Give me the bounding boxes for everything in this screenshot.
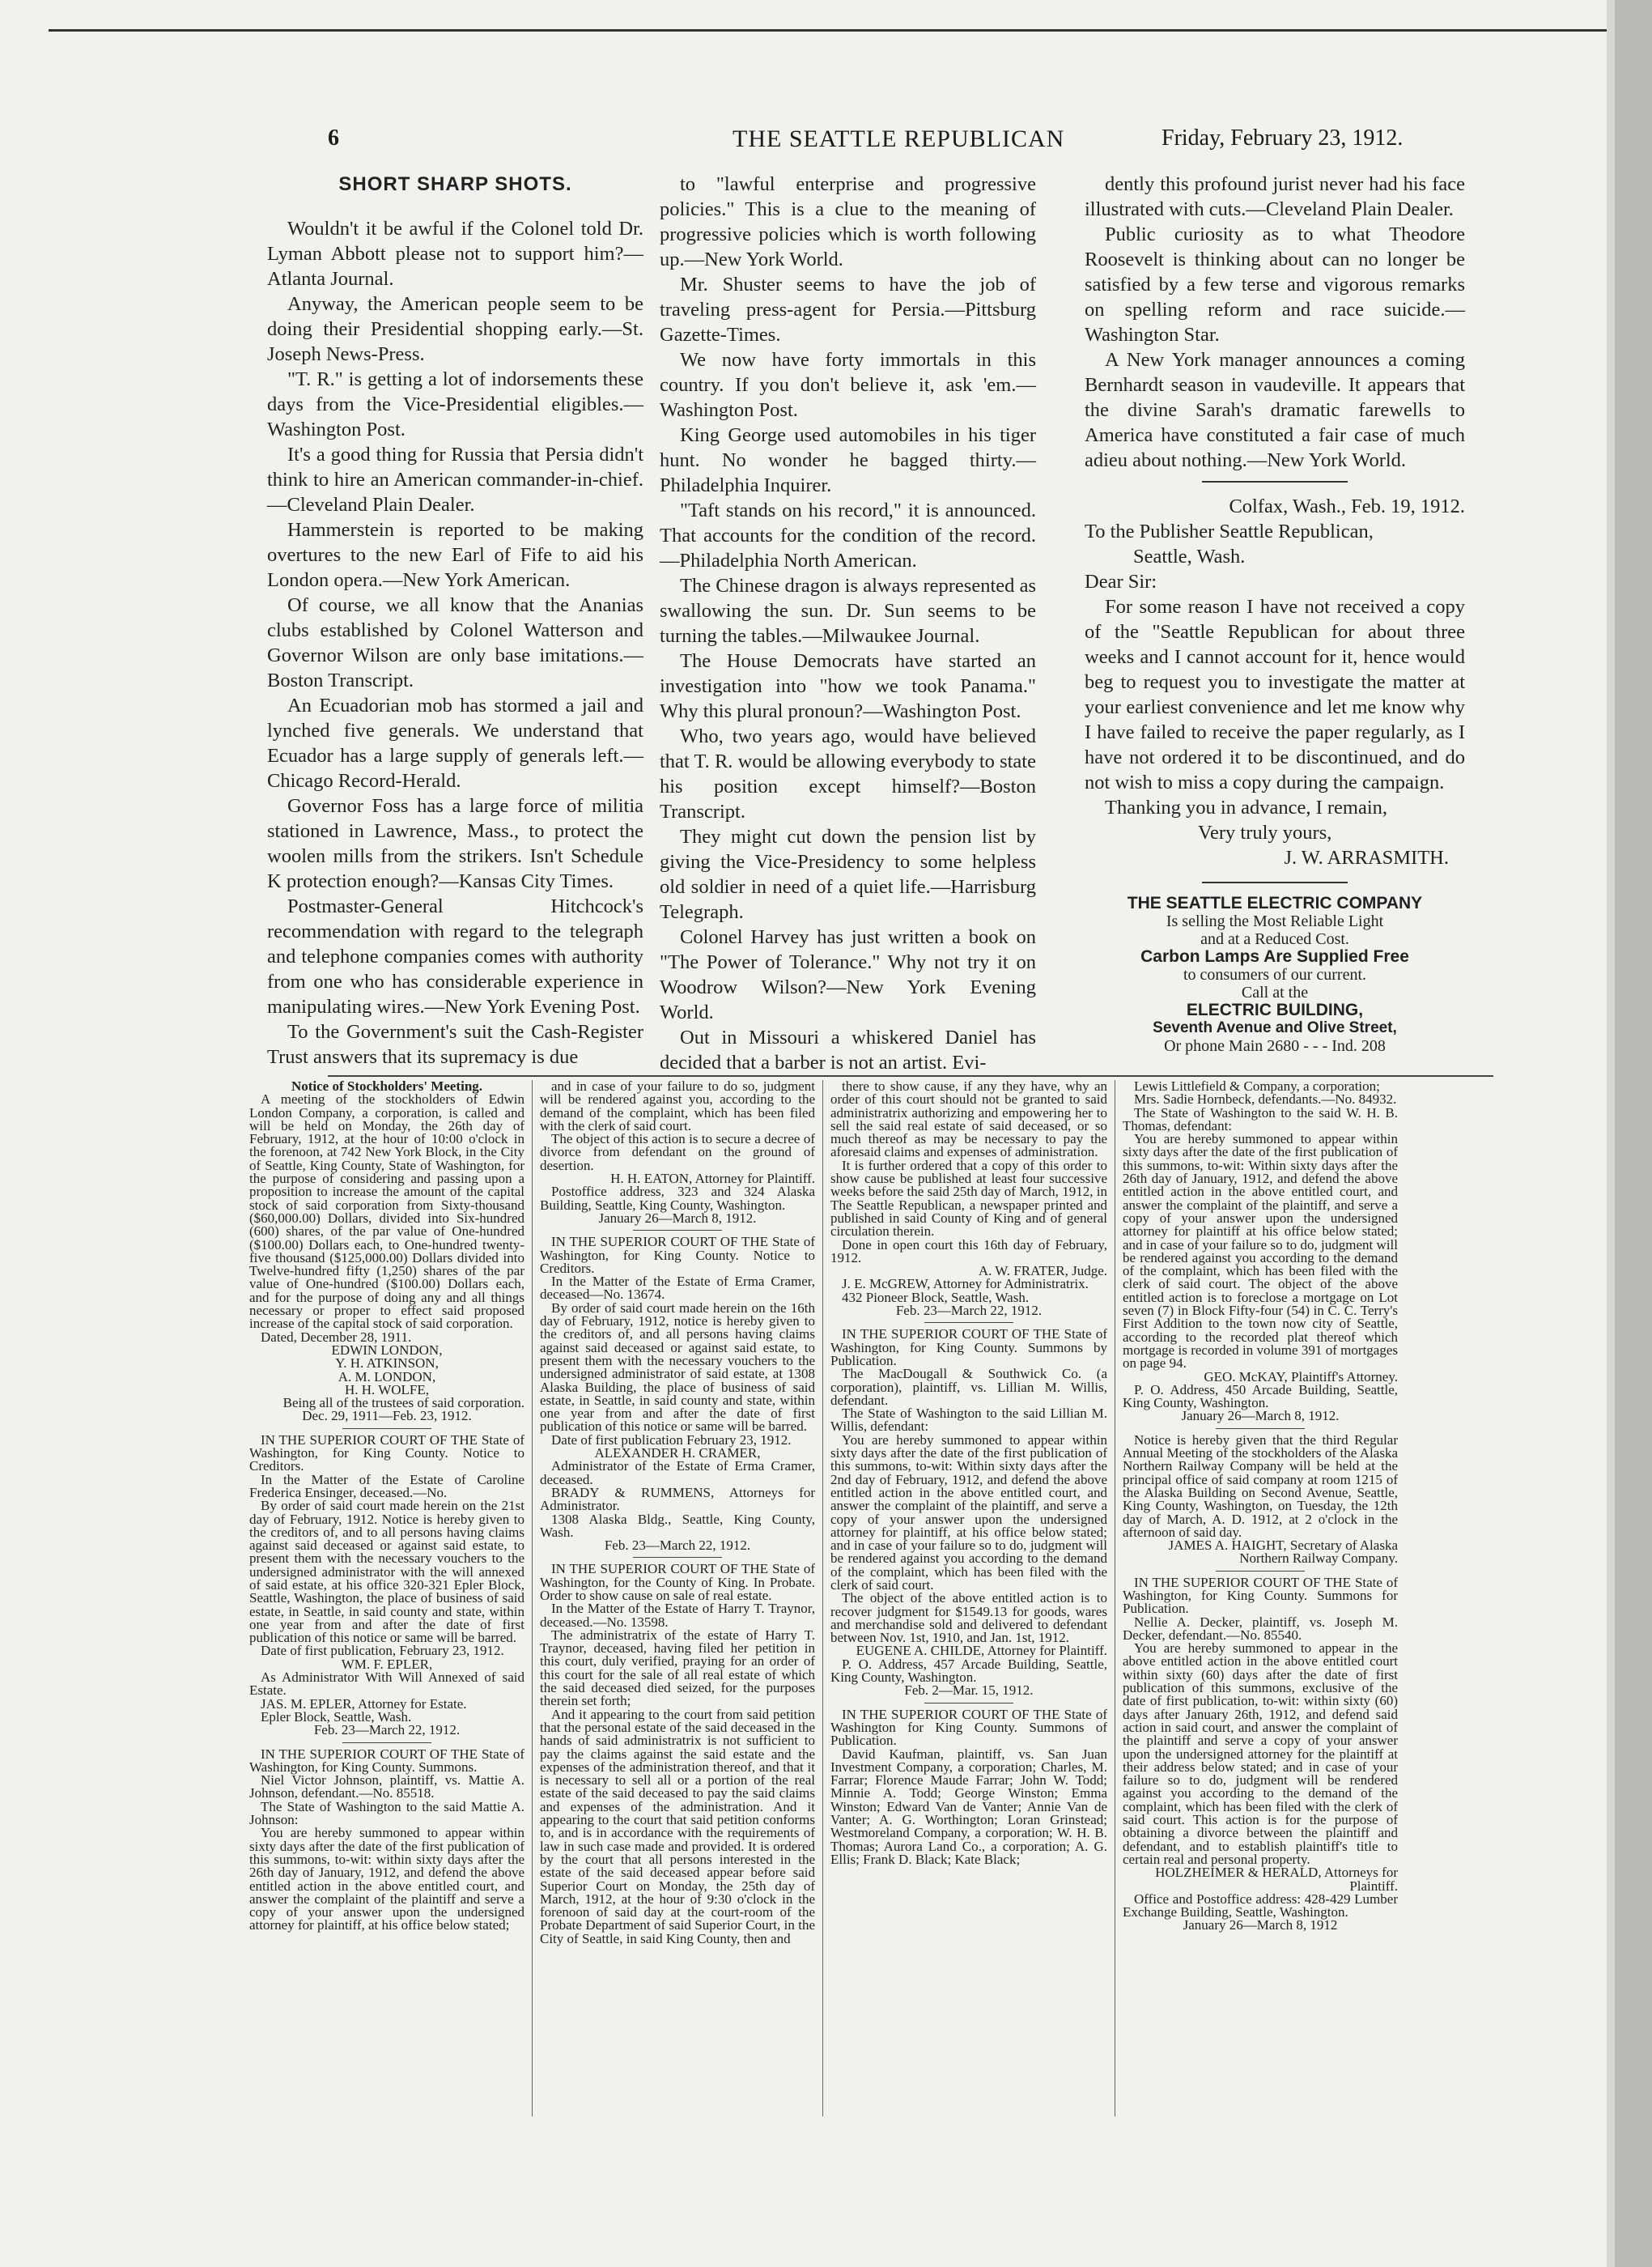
notice-text: The MacDougall & Southwick Co. (a corporation), plaintiff, vs. Lillian M. Willis, defendant. <box>830 1366 1107 1408</box>
notice-text: Date of first publication February 23, 1912. <box>551 1431 792 1448</box>
divider <box>1202 481 1348 483</box>
notice-text: WM. F. EPLER, <box>341 1656 433 1672</box>
column-1-paragraphs <box>267 216 643 1070</box>
notice-text: EDWIN LONDON, <box>331 1342 443 1358</box>
notice-heading: Notice of Stockholders' Meeting. <box>291 1080 483 1094</box>
notice-text: Feb. 23—March 22, 1912. <box>895 1303 1043 1319</box>
newspaper-title: THE SEATTLE REPUBLICAN <box>733 125 1065 152</box>
page-header <box>328 125 1510 158</box>
notice-text: IN THE SUPERIOR COURT OF THE State of Washington for King County. Summons of Publication. <box>830 1706 1107 1749</box>
notice-text: IN THE SUPERIOR COURT OF THE State of Washington, for King County. Notice to Creditors. <box>540 1234 815 1276</box>
divider <box>1202 882 1348 883</box>
notice-text: IN THE SUPERIOR COURT OF THE State of Washington, for King County. Notice to Creditors. <box>249 1431 524 1474</box>
notice-text: Dec. 29, 1911—Feb. 23, 1912. <box>302 1408 472 1424</box>
article-paragraph: Governor Foss has a large force of militia stationed in Lawrence, Mass., to protect the woolen mills from the strikers. Isn't Schedule K protection enough?—Kansas City Times. <box>267 795 643 892</box>
notice-text: Mrs. Sadie Hornbeck, defendants.—No. 84932. <box>1134 1091 1397 1108</box>
letter-body: For some reason I have not received a copy of the "Seattle Republican for about three weeks and I cannot account for it, hence would beg to request you to investigate the matter at your earliest convenience and let me know why I have failed to receive the paper regularly, as I have not ordered it to be discontinued, and do not wish to miss a copy during the campaign. <box>1085 596 1465 793</box>
article-paragraph: We now have forty immortals in this country. If you don't believe it, ask 'em.—Washington Post. <box>660 349 1036 421</box>
notice-text: By order of said court made herein on the 21st day of February, 1912. Notice is hereby given to the creditors of, and to all persons having claims against said deceased or against said estate, to present them with the necessary vouchers to the undersigned administrator with the will annexed of said estate, at his office 320-321 Epler Block, Seattle, Washington, the place of business of said estate, in Seattle, in said county and state, within one year from and after the date of first publication of this notice or same will be barred. <box>249 1498 524 1646</box>
ad-phone: Or phone Main 2680 - - - Ind. 208 <box>1164 1037 1386 1055</box>
letter-salutation: Dear Sir: <box>1085 571 1157 593</box>
article-paragraph: Of course, we all know that the Ananias clubs established by Colonel Watterson and Governor Wilson are only base imitations.—Boston Transcript. <box>267 594 643 691</box>
notice-divider <box>1216 1571 1305 1572</box>
issue-date: Friday, February 23, 1912. <box>1161 125 1404 151</box>
notice-text: JAMES A. HAIGHT, Secretary of Alaska Northern Railway Company. <box>1168 1538 1398 1567</box>
column-3 <box>1085 172 1465 1055</box>
letter-closing-2: Very truly yours, <box>1198 822 1332 844</box>
article-paragraph: Colonel Harvey has just written a book on "The Power of Tolerance." Why not try it on Woodrow Wilson?—New York Evening World. <box>660 926 1036 1023</box>
notice-text: Done in open court this 16th day of February, 1912. <box>830 1236 1107 1265</box>
electric-company-ad <box>1085 895 1465 1055</box>
notice-text: January 26—March 8, 1912. <box>598 1210 757 1226</box>
article-paragraph: The Chinese dragon is always represented as swallowing the sun. Dr. Sun seems to be turning the tables.—Milwaukee Journal. <box>660 575 1036 647</box>
column-heading: SHORT SHARP SHOTS. <box>338 173 572 195</box>
notice-divider <box>633 1557 722 1558</box>
top-border-rule <box>49 29 1607 32</box>
article-paragraph: dently this profound jurist never had his face illustrated with cuts.—Cleveland Plain Dealer. <box>1085 173 1465 220</box>
notice-text: there to show cause, if any they have, why an order of this court should not be granted to said administratrix authorizing and empowering her to sell the said real estate of said deceased, or so much thereof as may be necessary to pay the aforesaid claims and expenses of administration. <box>830 1080 1107 1160</box>
notice-text: You are hereby summoned to appear within sixty days after the date of the first publication of this summons, to-wit: Within sixty days after the 26th day of January, 1912, and defend the above entitled action in the above entitled court, and answer the complaint of the plaintiff, and serve a copy of your answer upon the undersigned attorney for plaintiff at his office below stated; and in case of your failure so to do, judgment will be rendered against you according to the demand of the complaint, which has been filed with the clerk of said court. The object of the above entitled action is to foreclose a mortgage on Lot seven (7) in Block Fifty-four (54) in C. C. Terry's First Addition to the town now city of Seattle, according to the recorded plat thereof which mortgage is recorded in volume 391 of mortgages on page 94. <box>1123 1131 1398 1372</box>
section-divider <box>328 1075 1493 1077</box>
notice-text: January 26—March 8, 1912. <box>1181 1408 1340 1424</box>
notice-text: A. W. FRATER, Judge. <box>978 1263 1107 1279</box>
notice-divider <box>1216 1428 1305 1429</box>
article-paragraph: To the Government's suit the Cash-Register Trust answers that its supremacy is due <box>267 1021 643 1068</box>
notice-text: GEO. McKAY, Plaintiff's Attorney. <box>1204 1368 1398 1384</box>
column-rule <box>822 1080 823 2116</box>
article-paragraph: They might cut down the pension list by giving the Vice-Presidency to some helpless old soldier in need of a quiet life.—Harrisburg Telegraph. <box>660 826 1036 923</box>
ad-line: Carbon Lamps Are Supplied Free <box>1140 947 1409 966</box>
legal-notices-column-4 <box>1123 1080 1398 2133</box>
legal-notices-column-1 <box>249 1080 524 2133</box>
notice-text: HOLZHEIMER & HERALD, Attorneys for Plaintiff. <box>1155 1865 1398 1894</box>
notice-text: The State of Washington to the said W. H. B. Thomas, defendant: <box>1123 1104 1398 1134</box>
notice-text: IN THE SUPERIOR COURT OF THE State of Washington, for King County. Summons. <box>249 1746 524 1775</box>
notice-text: January 26—March 8, 1912 <box>1183 1917 1338 1933</box>
article-paragraph: Hammerstein is reported to be making overtures to the new Earl of Fife to aid his London opera.—New York American. <box>267 519 643 591</box>
legal-notices-column-2 <box>540 1080 815 2133</box>
notice-text: The object of this action is to secure a decree of divorce from defendant on the ground of desertion. <box>540 1131 815 1173</box>
legal-notices-column-3 <box>830 1080 1107 2133</box>
notice-text: Niel Victor Johnson, plaintiff, vs. Mattie A. Johnson, defendant.—No. 85518. <box>249 1772 524 1801</box>
ad-line: and at a Reduced Cost. <box>1200 930 1349 948</box>
notice-text: Feb. 23—March 22, 1912. <box>313 1722 461 1738</box>
article-paragraph: to "lawful enterprise and progressive policies." This is a clue to the meaning of progressive policies which is worth following up.—New York World. <box>660 173 1036 270</box>
notice-divider <box>342 1428 431 1429</box>
article-paragraph: A New York manager announces a coming Bernhardt season in vaudeville. It appears that the divine Sarah's dramatic farewells to America have constituted a fair case of much adieu about nothing.—New York World. <box>1085 349 1465 471</box>
notice-text: You are hereby summoned to appear within sixty days after the date of the first publication of this summons, to-wit: Within sixty days after the 2nd day of February, 1912, and defend the above entitled action in the above entitled court, and answer the complaint of the plaintiff, and serve a copy of your answer upon the undersigned attorney for plaintiff, at his office below stated; and in case of your failure so to do, judgment will be rendered against you according to the demand of the complaint, which has been filed with the clerk of said court. <box>830 1431 1107 1593</box>
article-paragraph: Anyway, the American people seem to be doing their Presidential shopping early.—St. Joseph News-Press. <box>267 293 643 365</box>
notice-text: You are hereby summoned to appear within sixty days after the date of the first publication of this summons, to-wit: within sixty days after the 26th day of January, 1912, and defend the above entitled action in the above entitled court, and answer the complaint of the plaintiff and serve a copy of your answer upon the undersigned attorney for plaintiff, at his office below stated; <box>249 1825 524 1933</box>
notice-text: Epler Block, Seattle, Wash. <box>261 1708 412 1725</box>
column-rule <box>532 1080 533 2116</box>
article-paragraph: An Ecuadorian mob has stormed a jail and lynched five generals. We understand that Ecuador has a large supply of generals left.—Chicago Record-Herald. <box>267 695 643 792</box>
notice-text: EUGENE A. CHILDE, Attorney for Plaintiff. <box>856 1643 1107 1659</box>
notice-text: H. H. EATON, Attorney for Plaintiff. <box>610 1171 815 1187</box>
notice-text: The administratrix of the estate of Harry T. Traynor, deceased, having filed her petition in this court, duly verified, praying for an order of this court for the sale of all real estate of which the said deceased died seized, for the purposes therein set forth; <box>540 1627 815 1709</box>
notice-text: In the Matter of the Estate of Caroline Frederica Ensinger, deceased.—No. <box>249 1471 524 1500</box>
column-2-paragraphs <box>660 172 1036 1075</box>
notice-text: Dated, December 28, 1911. <box>261 1329 412 1345</box>
ad-company-name: THE SEATTLE ELECTRIC COMPANY <box>1127 894 1423 912</box>
column-1 <box>267 172 643 1070</box>
article-paragraph: Who, two years ago, would have believed that T. R. would be allowing everybody to state his position except himself?—Boston Transcript. <box>660 725 1036 823</box>
notice-text: Y. H. ATKINSON, <box>335 1355 439 1372</box>
notice-text: J. E. McGREW, Attorney for Administratrix. <box>842 1276 1089 1292</box>
article-paragraph: It's a good thing for Russia that Persia didn't think to hire an American commander-in-chief.—Cleveland Plain Dealer. <box>267 444 643 516</box>
article-paragraph: "Taft stands on his record," it is announced. That accounts for the condition of the record.—Philadelphia North American. <box>660 500 1036 572</box>
notice-text: David Kaufman, plaintiff, vs. San Juan Investment Company, a corporation; Charles, M. Farrar; Florence Maude Farrar; John W. Todd; Minnie A. Todd; George Winston; Emma Winston; Edward Van de Vanter; Annie Van de Vanter; A. G. Worthington; Loran Grinstead; Westmoreland Company, a corporation; W. H. B. Thomas; Aurora Land Co., a corporation; A. G. Ellis; Frank D. Black; Kate Black; <box>830 1746 1107 1867</box>
notice-text: 432 Pioneer Block, Seattle, Wash. <box>842 1289 1030 1305</box>
letter-dateline: Colfax, Wash., Feb. 19, 1912. <box>1229 496 1465 517</box>
article-paragraph: Postmaster-General Hitchcock's recommendation with regard to the telegraph and telephone companies comes with authority from one who has considerable experience in manipulating wires.—New York Evening Post. <box>267 895 643 1018</box>
notice-text: Lewis Littlefield & Company, a corporation; <box>1134 1080 1380 1094</box>
notice-text: 1308 Alaska Bldg., Seattle, King County, Wash. <box>540 1511 815 1540</box>
notice-text: IN THE SUPERIOR COURT OF THE State of Washington, for King County. Summons by Publication. <box>830 1326 1107 1368</box>
notice-text: A. M. LONDON, <box>338 1368 436 1384</box>
article-paragraph: King George used automobiles in his tiger hunt. No wonder he bagged thirty.—Philadelphia Inquirer. <box>660 424 1036 496</box>
notice-text: Nellie A. Decker, plaintiff, vs. Joseph M. Decker, defendant.—No. 85540. <box>1123 1614 1398 1643</box>
notice-text: And it appearing to the court from said petition that the personal estate of the said deceased in the hands of said administratrix is not sufficient to pay the claims against the said estate and the expenses of the administration thereof, and that it is necessary to sell all or a portion of the real estate of the said deceased to pay the said claims and expenses of the administration. And it appearing to the court that said petition conforms to, and is in accordance with the requirements of law in such case made and provided. It is ordered by the court that all persons interested in the estate of the said deceased appear before said Superior Court on Monday, the 25th day of March, 1912, at the hour of 9:30 o'clock in the forenoon of said day at the court-room of the Probate Department of said Superior Court, in the City of Seattle, in said King County, then and <box>540 1706 815 1946</box>
article-paragraph: Wouldn't it be awful if the Colonel told Dr. Lyman Abbott please not to support him?—Atlanta Journal. <box>267 218 643 290</box>
notice-text: Administrator of the Estate of Erma Cramer, deceased. <box>540 1458 815 1487</box>
page-number: 6 <box>328 125 339 151</box>
notice-text: A meeting of the stockholders of Edwin London Company, a corporation, is called and will be held on Monday, the 26th day of February, 1912, at the hour of 10:00 o'clock in the forenoon, at 742 New York Block, in the City of Seattle, King County, State of Washington, for the purpose of considering and passing upon a proposition to increase the amount of the capital stock of said corporation from Sixty-thousand ($60,000.00) Dollars, divided into Six-hundred (600) shares, of the par value of One-hundred ($100.00) Dollars each, to One-hundred twenty-five thousand ($125,000.00) Dollars divided into Twelve-hundred fifty (1,250) shares of the par value of One-hundred ($100.00) Dollars each, and for the purpose of doing any and all things necessary or proper to effect said proposed increase of the capital stock of said corporation. <box>249 1091 524 1332</box>
notice-text: By order of said court made herein on the 16th day of February, 1912, notice is hereby given to the creditors of, and all persons having claims against said deceased or against said estate, to present them with the necessary vouchers to the undersigned administrator of said estate, at 1308 Alaska Building, the place of business of said estate, in Seattle, in said county and state, within one year from and after the date of first publication of this notice or same will be barred. <box>540 1299 815 1435</box>
article-paragraph: "T. R." is getting a lot of indorsements these days from the Vice-Presidential eligibles.—Washington Post. <box>267 368 643 440</box>
notice-text: Office and Postoffice address: 428-429 Lumber Exchange Building, Seattle, Washington. <box>1123 1891 1398 1920</box>
letter-addressee-city: Seattle, Wash. <box>1133 546 1246 568</box>
article-paragraph: Public curiosity as to what Theodore Roosevelt is thinking about can no longer be satisfied by a few terse and vigorous remarks on spelling reform and race suicide.—Washington Star. <box>1085 223 1465 346</box>
notice-text: IN THE SUPERIOR COURT OF THE State of Washington, for the County of King. In Probate. Order to show cause on sale of real estate. <box>540 1561 815 1603</box>
ad-address: Seventh Avenue and Olive Street, <box>1153 1019 1397 1036</box>
notice-text: H. H. WOLFE, <box>344 1381 430 1397</box>
notice-divider <box>633 1230 722 1231</box>
notice-divider <box>342 1742 431 1743</box>
notice-text: P. O. Address, 450 Arcade Building, Seattle, King County, Washington. <box>1123 1381 1398 1411</box>
notice-text: The State of Washington to the said Lillian M. Willis, defendant: <box>830 1406 1107 1435</box>
notice-text: You are hereby summoned to appear in the above entitled action in the above entitled court within sixty (60) days after the date of first publication of this summons, exclusive of the date of first publication, to-wit: within sixty (60) days after January 26th, 1912, and defend said action in said court, and answer the complaint of the plaintiff and serve a copy of your answer upon the undersigned attorney for the plaintiff at their address below stated; and in case of your failure so to do, judgment will be rendered against you according to the demand of the complaint, which has been filed with the clerk of said court. This action is for the purpose of obtaining a divorce between the plaintiff and defendant, and to establish plaintiff's title to certain real and personal property. <box>1123 1640 1398 1867</box>
notice-text: Postoffice address, 323 and 324 Alaska Building, Seattle, King County, Washington. <box>540 1184 815 1213</box>
ad-line: to consumers of our current. <box>1183 966 1367 984</box>
ad-line: Call at the <box>1241 984 1309 1002</box>
page-spine <box>1607 0 1615 2267</box>
notice-text: The object of the above entitled action is to recover judgment for $1549.13 for goods, wares and merchandise sold and delivered to defendant between Nov. 1st, 1910, and Jan. 1st, 1912. <box>830 1590 1107 1646</box>
notice-text: It is further ordered that a copy of this order to show cause be published at least four successive weeks before the said 25th day of March, 1912, in The Seattle Republican, a newspaper printed and published in said County of King and of general circulation therein. <box>830 1157 1107 1240</box>
letter-addressee: To the Publisher Seattle Republican, <box>1085 521 1374 542</box>
notice-text: In the Matter of the Estate of Erma Cramer, deceased—No. 13674. <box>540 1274 815 1303</box>
column-2 <box>660 172 1036 1075</box>
notice-text: JAS. M. EPLER, Attorney for Estate. <box>261 1695 467 1712</box>
next-page-edge <box>1615 0 1652 2267</box>
ad-building: ELECTRIC BUILDING, <box>1186 1001 1364 1019</box>
notice-text: The State of Washington to the said Mattie A. Johnson: <box>249 1798 524 1828</box>
notice-divider <box>924 1322 1013 1323</box>
notice-text: In the Matter of the Estate of Harry T. Traynor, deceased.—No. 13598. <box>540 1601 815 1630</box>
article-paragraph: Mr. Shuster seems to have the job of traveling press-agent for Persia.—Pittsburg Gazette-Times. <box>660 274 1036 346</box>
notice-text: Feb. 23—March 22, 1912. <box>604 1538 751 1554</box>
notice-text: Notice is hereby given that the third Regular Annual Meeting of the stockholders of the Alaska Northern Railway Company will be held at the principal office of said company at room 1215 of the Alaska Building on Second Avenue, Seattle, King County, Washington, on Tuesday, the 12th day of March, A. D. 1912, at 2 o'clock in the afternoon of said day. <box>1123 1431 1398 1540</box>
article-paragraph: Out in Missouri a whiskered Daniel has decided that a barber is not an artist. Evi- <box>660 1027 1036 1074</box>
notice-text: and in case of your failure to do so, judgment will be rendered against you, according to the demand of the complaint, which has been filed with the clerk of said court. <box>540 1080 815 1134</box>
notice-text: ALEXANDER H. CRAMER, <box>594 1445 761 1461</box>
column-3-paragraphs <box>1085 172 1465 473</box>
letter-closing: Thanking you in advance, I remain, <box>1105 797 1388 819</box>
ad-line: Is selling the Most Reliable Light <box>1166 912 1384 930</box>
notice-text: IN THE SUPERIOR COURT OF THE State of Washington, for King County. Summons for Publication. <box>1123 1574 1398 1617</box>
notice-text: BRADY & RUMMENS, Attorneys for Administrator. <box>540 1484 815 1514</box>
notice-text: Feb. 2—Mar. 15, 1912. <box>904 1682 1034 1699</box>
notice-text: Being all of the trustees of said corporation. <box>282 1395 524 1411</box>
letter-signature: J. W. ARRASMITH. <box>1284 847 1449 869</box>
notice-text: Date of first publication, February 23, 1912. <box>261 1643 504 1659</box>
notice-text: As Administrator With Will Annexed of said Estate. <box>249 1669 524 1699</box>
notice-text: P. O. Address, 457 Arcade Building, Seattle, King County, Washington. <box>830 1656 1107 1686</box>
article-paragraph: The House Democrats have started an investigation into "how we took Panama." Why this plural pronoun?—Washington Post. <box>660 650 1036 722</box>
